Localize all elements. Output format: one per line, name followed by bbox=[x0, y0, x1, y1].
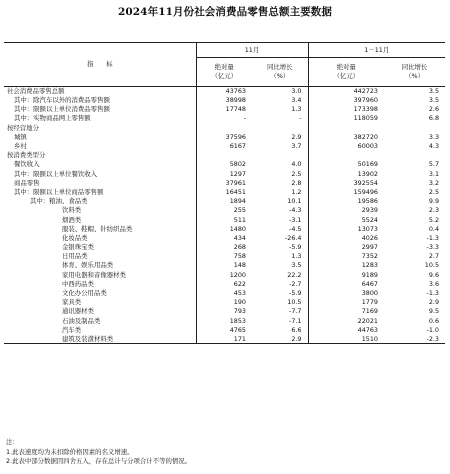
ytd-yoy-cell: 0.6 bbox=[428, 316, 440, 325]
ytd-yoy-cell bbox=[384, 123, 445, 132]
ytd-yoy-cell: 3.2 bbox=[428, 178, 440, 187]
month-yoy-cell: -5.9 bbox=[289, 243, 302, 252]
month-yoy-cell: 3.0 bbox=[291, 87, 302, 96]
table-row bbox=[4, 142, 445, 151]
ytd-abs-cell: 4026 bbox=[308, 234, 384, 243]
ytd-abs-cell bbox=[308, 123, 384, 132]
row-name: 汽车类 bbox=[62, 325, 82, 334]
table-row bbox=[4, 316, 445, 325]
month-abs-cell: 434 bbox=[196, 234, 252, 243]
header-month-group: 11月 bbox=[196, 43, 308, 58]
ytd-yoy-cell bbox=[384, 151, 445, 160]
month-abs-cell: 5802 bbox=[196, 160, 252, 169]
ytd-abs-cell: 1510 bbox=[308, 335, 384, 344]
row-name: 餐饮收入 bbox=[14, 160, 40, 169]
table-row bbox=[4, 197, 445, 206]
table-row bbox=[4, 169, 445, 178]
row-name: 化妆品类 bbox=[62, 233, 88, 242]
ytd-abs-cell: 60003 bbox=[308, 142, 384, 151]
month-yoy-cell: 2.9 bbox=[252, 335, 308, 344]
header-indicator: 指 标 bbox=[4, 43, 196, 87]
month-abs-cell bbox=[196, 123, 252, 132]
table-body bbox=[4, 87, 445, 344]
footnotes bbox=[6, 438, 191, 467]
ytd-yoy-cell: 4.3 bbox=[428, 142, 440, 151]
month-abs-cell: 1297 bbox=[196, 169, 252, 178]
footnote-1: 1.此表速度均为未扣除价格因素的名义增速。 bbox=[6, 447, 134, 456]
row-name: 烟酒类 bbox=[62, 215, 82, 224]
ytd-yoy-cell: 3.5 bbox=[428, 87, 440, 96]
month-yoy-cell: 2.9 bbox=[291, 132, 302, 141]
month-yoy-cell: - bbox=[299, 114, 302, 123]
month-abs-cell: 148 bbox=[196, 261, 252, 270]
ytd-abs-cell: 1779 bbox=[308, 298, 384, 307]
ytd-yoy-cell: 5.2 bbox=[428, 215, 440, 224]
month-abs-cell: 16451 bbox=[196, 188, 252, 197]
ytd-abs-cell: 173398 bbox=[308, 105, 384, 114]
row-name: 家具类 bbox=[62, 298, 82, 307]
month-yoy-cell: -7.1 bbox=[289, 316, 302, 325]
table-row bbox=[4, 96, 445, 105]
month-abs-cell: 1853 bbox=[196, 316, 252, 325]
month-yoy-cell: 10.5 bbox=[287, 298, 302, 307]
month-yoy-cell: 1.2 bbox=[291, 187, 302, 196]
month-yoy-cell: 4.0 bbox=[291, 160, 302, 169]
ytd-yoy-cell: 3.1 bbox=[428, 169, 440, 178]
month-abs-cell: 171 bbox=[196, 335, 252, 344]
month-yoy-cell: 22.2 bbox=[287, 270, 302, 279]
month-abs-cell: 453 bbox=[196, 289, 252, 298]
ytd-yoy-cell: 9.9 bbox=[428, 197, 440, 206]
row-name: 其中：粮油、食品类 bbox=[30, 197, 88, 206]
header-month-abs: 绝对量 （亿元） bbox=[196, 58, 252, 87]
ytd-abs-cell bbox=[308, 151, 384, 160]
row-name: 乡村 bbox=[14, 142, 27, 151]
month-abs-cell: 622 bbox=[196, 279, 252, 288]
ytd-abs-cell: 2997 bbox=[308, 243, 384, 252]
table-row bbox=[4, 270, 445, 279]
month-abs-cell: 268 bbox=[196, 243, 252, 252]
table-row bbox=[4, 178, 445, 187]
ytd-abs-cell: 50169 bbox=[308, 160, 384, 169]
table-row bbox=[4, 132, 445, 141]
row-name: 按经营地分 bbox=[7, 123, 39, 132]
month-yoy-cell: -26.4 bbox=[284, 233, 302, 242]
ytd-abs-cell: 442723 bbox=[308, 87, 384, 96]
ytd-yoy-cell: 2.3 bbox=[428, 206, 440, 215]
ytd-abs-cell: 13073 bbox=[308, 224, 384, 233]
table-row bbox=[4, 105, 445, 114]
month-yoy-cell: 2.5 bbox=[291, 169, 302, 178]
month-abs-cell: 793 bbox=[196, 307, 252, 316]
month-abs-cell: 1894 bbox=[196, 197, 252, 206]
ytd-abs-cell: 19586 bbox=[308, 197, 384, 206]
table-row bbox=[4, 114, 445, 123]
table-row bbox=[4, 234, 445, 243]
ytd-abs-cell: 6467 bbox=[308, 279, 384, 288]
ytd-abs-cell: 5524 bbox=[308, 215, 384, 224]
table-row bbox=[4, 307, 445, 316]
ytd-abs-cell: 13902 bbox=[308, 169, 384, 178]
ytd-abs-cell: 3800 bbox=[308, 289, 384, 298]
ytd-abs-cell: 392554 bbox=[308, 178, 384, 187]
table-row bbox=[4, 87, 445, 96]
ytd-yoy-cell: 6.8 bbox=[428, 114, 440, 123]
month-yoy-cell: 3.7 bbox=[291, 142, 302, 151]
ytd-yoy-cell: 2.7 bbox=[428, 252, 440, 261]
table-row bbox=[4, 261, 445, 270]
month-abs-cell bbox=[196, 151, 252, 160]
table-row bbox=[4, 215, 445, 224]
row-name: 建筑及装潢材料类 bbox=[4, 335, 196, 344]
month-abs-cell: - bbox=[196, 114, 252, 123]
month-abs-cell: 38998 bbox=[196, 96, 252, 105]
ytd-yoy-cell: -1.3 bbox=[426, 233, 440, 242]
month-abs-cell: 6167 bbox=[196, 142, 252, 151]
table-row bbox=[4, 123, 445, 132]
footnote-2: 2.此表中部分数据因四舍五入，存在总计与分项合计不等的情况。 bbox=[6, 457, 192, 466]
month-abs-cell: 190 bbox=[196, 298, 252, 307]
row-name: 其中：除汽车以外的消费品零售额 bbox=[14, 96, 110, 105]
month-abs-cell: 37961 bbox=[196, 178, 252, 187]
table-row bbox=[4, 325, 445, 334]
ytd-yoy-cell: 9.5 bbox=[428, 307, 440, 316]
month-abs-cell: 37596 bbox=[196, 132, 252, 141]
ytd-yoy-cell: 0.4 bbox=[428, 224, 440, 233]
ytd-yoy-cell: 2.6 bbox=[428, 105, 440, 114]
ytd-abs-cell: 382720 bbox=[308, 132, 384, 141]
row-name: 其中：限额以上单位商品零售额 bbox=[14, 187, 104, 196]
month-yoy-cell: 6.6 bbox=[291, 325, 302, 334]
ytd-yoy-cell: -2.3 bbox=[384, 335, 445, 344]
row-name: 文化办公用品类 bbox=[62, 289, 107, 298]
month-yoy-cell: -2.7 bbox=[289, 279, 302, 288]
row-name: 石油及制品类 bbox=[62, 316, 101, 325]
row-name: 社会消费品零售总额 bbox=[7, 87, 65, 96]
month-yoy-cell bbox=[252, 151, 308, 160]
month-yoy-cell: 1.3 bbox=[291, 105, 302, 114]
table-row bbox=[4, 206, 445, 215]
ytd-yoy-cell: 2.5 bbox=[428, 187, 440, 196]
row-name: 金银珠宝类 bbox=[62, 243, 94, 252]
row-name: 中西药品类 bbox=[62, 279, 94, 288]
row-name: 家用电器和音像器材类 bbox=[62, 270, 126, 279]
row-name: 体育、娱乐用品类 bbox=[62, 261, 114, 270]
row-name: 其中：限额以上单位消费品零售额 bbox=[14, 105, 110, 114]
table-row bbox=[4, 224, 445, 233]
ytd-yoy-cell: 3.3 bbox=[428, 132, 440, 141]
month-yoy-cell: -3.1 bbox=[289, 215, 302, 224]
ytd-abs-cell: 2939 bbox=[308, 206, 384, 215]
table-row bbox=[4, 298, 445, 307]
row-name: 按消费类型分 bbox=[7, 151, 46, 160]
ytd-yoy-cell: -3.3 bbox=[426, 243, 440, 252]
data-table bbox=[4, 42, 445, 344]
ytd-yoy-cell: 9.6 bbox=[428, 270, 440, 279]
month-abs-cell: 1480 bbox=[196, 224, 252, 233]
month-yoy-cell: -4.3 bbox=[289, 206, 302, 215]
footnote-heading: 注： bbox=[6, 438, 19, 446]
month-yoy-cell: -5.9 bbox=[289, 289, 302, 298]
ytd-abs-cell: 159496 bbox=[308, 188, 384, 197]
month-abs-cell: 4765 bbox=[196, 325, 252, 334]
ytd-yoy-cell: 5.7 bbox=[428, 160, 440, 169]
ytd-yoy-cell: 3.5 bbox=[428, 96, 440, 105]
ytd-yoy-cell: -1.0 bbox=[426, 325, 440, 334]
ytd-abs-cell: 9189 bbox=[308, 270, 384, 279]
ytd-abs-cell: 1283 bbox=[308, 261, 384, 270]
ytd-abs-cell: 22021 bbox=[308, 316, 384, 325]
ytd-abs-cell: 397960 bbox=[308, 96, 384, 105]
row-name: 日用品类 bbox=[62, 252, 88, 261]
row-name: 商品零售 bbox=[14, 178, 40, 187]
month-abs-cell: 255 bbox=[196, 206, 252, 215]
ytd-abs-cell: 7169 bbox=[308, 307, 384, 316]
table-row bbox=[4, 188, 445, 197]
month-abs-cell: 758 bbox=[196, 252, 252, 261]
month-abs-cell: 511 bbox=[196, 215, 252, 224]
month-abs-cell: 17748 bbox=[196, 105, 252, 114]
table-row bbox=[4, 289, 445, 298]
row-name: 服装、鞋帽、针纺织品类 bbox=[62, 224, 133, 233]
header-ytd-abs: 绝对量 （亿元） bbox=[308, 58, 384, 87]
ytd-yoy-cell: 10.5 bbox=[424, 261, 440, 270]
ytd-yoy-cell: 3.6 bbox=[428, 279, 440, 288]
ytd-yoy-cell: -1.3 bbox=[426, 289, 440, 298]
ytd-abs-cell: 118059 bbox=[308, 114, 384, 123]
month-yoy-cell: 10.1 bbox=[287, 197, 302, 206]
table-row bbox=[4, 279, 445, 288]
row-name: 其中：实物商品网上零售额 bbox=[14, 114, 91, 123]
month-yoy-cell bbox=[252, 123, 308, 132]
page-title: 2024年11月份社会消费品零售总额主要数据 bbox=[117, 6, 333, 18]
row-name: 其中：限额以上单位餐饮收入 bbox=[14, 169, 98, 178]
month-yoy-cell: 2.8 bbox=[291, 178, 302, 187]
month-yoy-cell: -7.7 bbox=[289, 307, 302, 316]
row-name: 城镇 bbox=[14, 132, 27, 141]
table-row bbox=[4, 252, 445, 261]
ytd-yoy-cell: 2.9 bbox=[428, 298, 440, 307]
month-abs-cell: 43763 bbox=[196, 87, 252, 96]
table-row bbox=[4, 151, 445, 160]
table-row bbox=[4, 243, 445, 252]
month-yoy-cell: 1.3 bbox=[291, 252, 302, 261]
header-month-yoy: 同比增长 （%） bbox=[252, 58, 308, 87]
table-row bbox=[4, 160, 445, 169]
row-name: 通讯器材类 bbox=[62, 307, 94, 316]
ytd-abs-cell: 7352 bbox=[308, 252, 384, 261]
month-yoy-cell: 3.4 bbox=[291, 96, 302, 105]
row-name: 饮料类 bbox=[62, 206, 82, 215]
month-abs-cell: 1200 bbox=[196, 270, 252, 279]
ytd-abs-cell: 44763 bbox=[308, 325, 384, 334]
month-yoy-cell: 3.5 bbox=[291, 261, 302, 270]
header-ytd-yoy: 同比增长 （%） bbox=[384, 58, 445, 87]
table-row bbox=[4, 335, 445, 344]
header-ytd-group: 1－11月 bbox=[308, 43, 445, 58]
month-yoy-cell: -4.5 bbox=[289, 224, 302, 233]
